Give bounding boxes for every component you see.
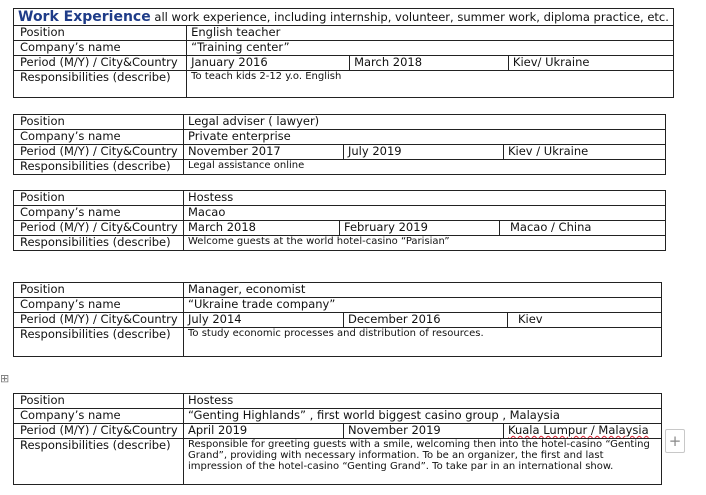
plus-icon[interactable]: + (665, 429, 685, 453)
period-label: Period (M/Y) / City&Country (14, 313, 184, 328)
position-label: Position (14, 394, 184, 409)
period-label: Period (M/Y) / City&Country (14, 424, 184, 439)
responsibilities-label: Responsibilities (describe) (14, 71, 187, 98)
company-value[interactable]: “Training center” (187, 41, 674, 56)
responsibilities-label: Responsibilities (describe) (14, 328, 184, 357)
position-row (14, 283, 662, 298)
period-label: Period (M/Y) / City&Country (14, 221, 184, 236)
responsibilities-label: Responsibilities (describe) (14, 160, 184, 175)
position-label: Position (14, 115, 184, 130)
position-row (14, 394, 662, 409)
experience-table-5 (13, 393, 662, 485)
period-label: Period (M/Y) / City&Country (14, 145, 184, 160)
experience-table-1 (13, 8, 674, 98)
period-row (14, 145, 666, 160)
responsibilities-row (14, 71, 674, 98)
responsibilities-label: Responsibilities (describe) (14, 439, 184, 485)
position-value[interactable]: Hostess (184, 394, 662, 409)
period-location[interactable]: Kiev (508, 313, 662, 328)
company-row (14, 130, 666, 145)
period-end[interactable]: July 2019 (344, 145, 504, 160)
company-value[interactable]: “Ukraine trade company” (184, 298, 662, 313)
position-row (14, 191, 666, 206)
section-header (14, 9, 674, 26)
responsibilities-value[interactable]: Legal assistance online (184, 160, 666, 175)
company-row (14, 409, 662, 424)
responsibilities-row (14, 236, 666, 251)
period-location[interactable]: Kiev/ Ukraine (508, 56, 673, 71)
company-row (14, 41, 674, 56)
company-label: Company’s name (14, 298, 184, 313)
company-row (14, 298, 662, 313)
responsibilities-value[interactable]: Responsible for greeting guests with a smile, welcoming then into the hotel-casino “Genting Grand”, providing with necessary information. To be an organizer, the first and last impression of the hotel-casino “Genting Grand”. To take par in an international show. (184, 439, 662, 485)
experience-table-3 (13, 190, 666, 251)
section-subtitle: all work experience, including internship, volunteer, summer work, diploma practice, etc. (154, 10, 669, 24)
period-start[interactable]: January 2016 (187, 56, 350, 71)
position-label: Position (14, 26, 187, 41)
position-label: Position (14, 191, 184, 206)
period-location[interactable]: Kuala Lumpur / Malaysia (504, 424, 662, 439)
company-value[interactable]: Macao (184, 206, 666, 221)
company-value[interactable]: “Genting Highlands” , first world biggest casino group , Malaysia (184, 409, 662, 424)
section-header-row (14, 9, 674, 26)
company-label: Company’s name (14, 409, 184, 424)
period-label: Period (M/Y) / City&Country (14, 56, 187, 71)
period-end[interactable]: March 2018 (350, 56, 509, 71)
period-start[interactable]: July 2014 (184, 313, 344, 328)
position-row (14, 26, 674, 41)
position-value[interactable]: Hostess (184, 191, 666, 206)
responsibilities-row (14, 328, 662, 357)
period-row (14, 313, 662, 328)
experience-table-4 (13, 282, 662, 357)
position-value[interactable]: Legal adviser ( lawyer) (184, 115, 666, 130)
period-row (14, 424, 662, 439)
period-end[interactable]: December 2016 (344, 313, 508, 328)
position-label: Position (14, 283, 184, 298)
position-value[interactable]: English teacher (187, 26, 674, 41)
company-row (14, 206, 666, 221)
position-value[interactable]: Manager, economist (184, 283, 662, 298)
responsibilities-value[interactable]: To teach kids 2-12 y.o. English (187, 71, 674, 98)
experience-table-2 (13, 114, 666, 175)
period-row (14, 56, 674, 71)
company-value[interactable]: Private enterprise (184, 130, 666, 145)
period-end[interactable]: February 2019 (340, 221, 500, 236)
period-end[interactable]: November 2019 (344, 424, 504, 439)
period-start[interactable]: November 2017 (184, 145, 344, 160)
period-location[interactable]: Macao / China (500, 221, 666, 236)
section-title: Work Experience (18, 9, 151, 25)
responsibilities-row (14, 160, 666, 175)
company-label: Company’s name (14, 130, 184, 145)
company-label: Company’s name (14, 206, 184, 221)
position-row (14, 115, 666, 130)
move-handle-icon[interactable]: ⊞ (0, 372, 10, 385)
period-row (14, 221, 666, 236)
responsibilities-row (14, 439, 662, 485)
period-start[interactable]: March 2018 (184, 221, 340, 236)
responsibilities-value[interactable]: Welcome guests at the world hotel-casino “Parisian” (184, 236, 666, 251)
period-start[interactable]: April 2019 (184, 424, 344, 439)
responsibilities-label: Responsibilities (describe) (14, 236, 184, 251)
period-location[interactable]: Kiev / Ukraine (504, 145, 666, 160)
company-label: Company’s name (14, 41, 187, 56)
responsibilities-value[interactable]: To study economic processes and distribution of resources. (184, 328, 662, 357)
